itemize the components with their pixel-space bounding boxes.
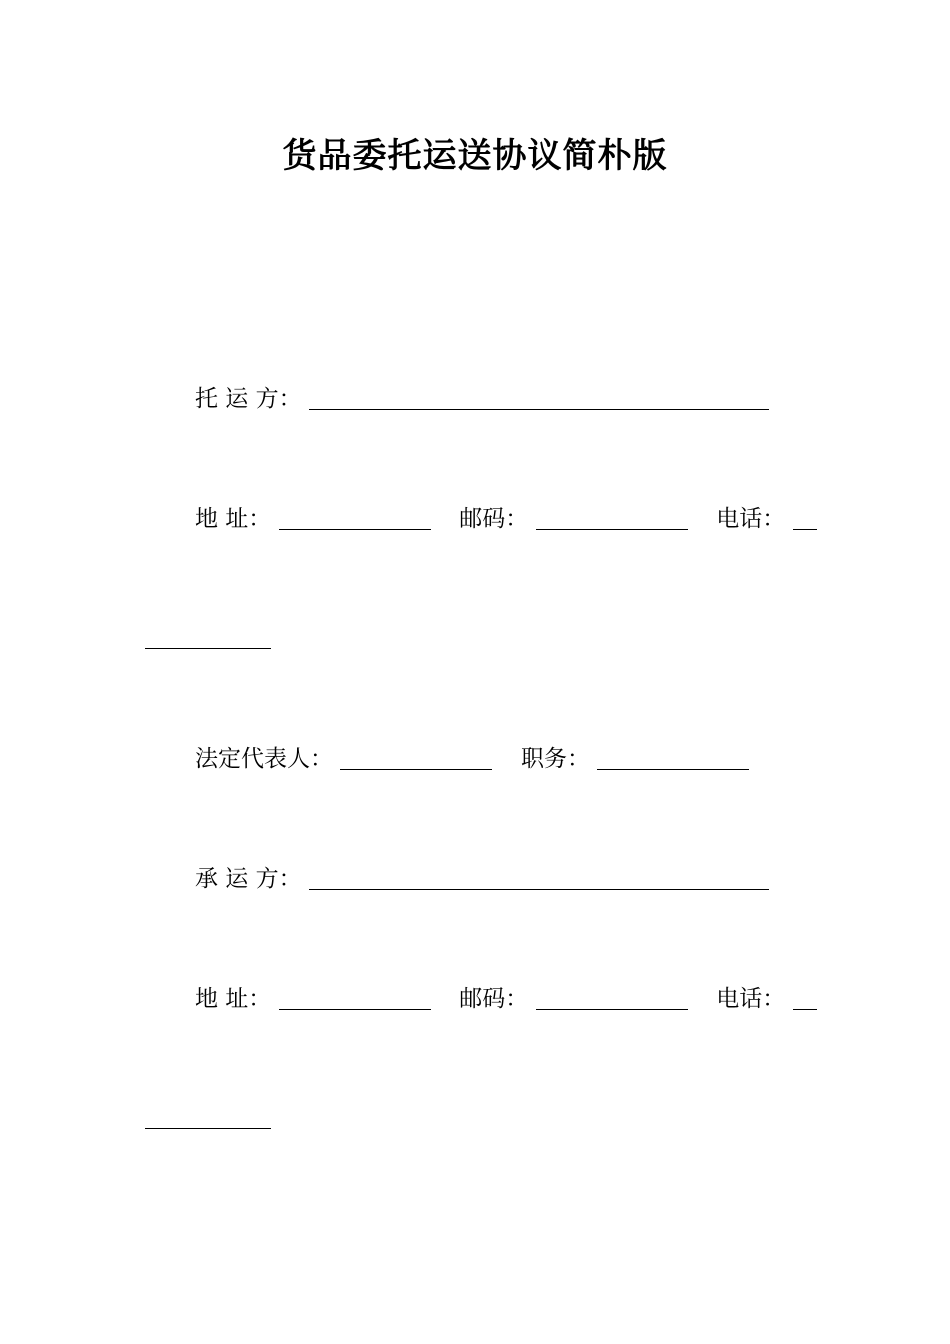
document-title: 货品委托运送协议简朴版 <box>282 136 668 176</box>
shipper-phone-label: 电话： <box>716 506 786 532</box>
carrier-name-blank[interactable] <box>309 867 769 890</box>
carrier-phone-blank[interactable] <box>793 987 817 1010</box>
shipper-phone-blank[interactable] <box>793 507 817 530</box>
position-blank[interactable] <box>597 747 749 770</box>
shipper-address-blank[interactable] <box>279 507 431 530</box>
carrier-name-label: 承 运 方： <box>195 866 302 892</box>
legal-rep-label: 法定代表人： <box>195 746 333 772</box>
shipper-name-line <box>195 384 769 414</box>
carrier-address-blank[interactable] <box>279 987 431 1010</box>
carrier-phone-label: 电话： <box>716 986 786 1012</box>
shipper-name-label: 托 运 方： <box>195 386 302 412</box>
carrier-postcode-label: 邮码： <box>459 986 529 1012</box>
carrier-postcode-blank[interactable] <box>536 987 688 1010</box>
shipper-phone-blank-continued[interactable] <box>145 626 271 649</box>
representative-line <box>195 744 749 774</box>
position-label: 职务： <box>520 746 590 772</box>
carrier-name-line <box>195 864 769 894</box>
carrier-contact-line <box>195 984 817 1014</box>
shipper-contact-line <box>195 504 817 534</box>
shipper-postcode-blank[interactable] <box>536 507 688 530</box>
shipper-postcode-label: 邮码： <box>459 506 529 532</box>
legal-rep-blank[interactable] <box>340 747 492 770</box>
carrier-address-label: 地 址： <box>195 986 272 1012</box>
shipper-address-label: 地 址： <box>195 506 272 532</box>
shipper-name-blank[interactable] <box>309 387 769 410</box>
carrier-phone-blank-continued[interactable] <box>145 1106 271 1129</box>
